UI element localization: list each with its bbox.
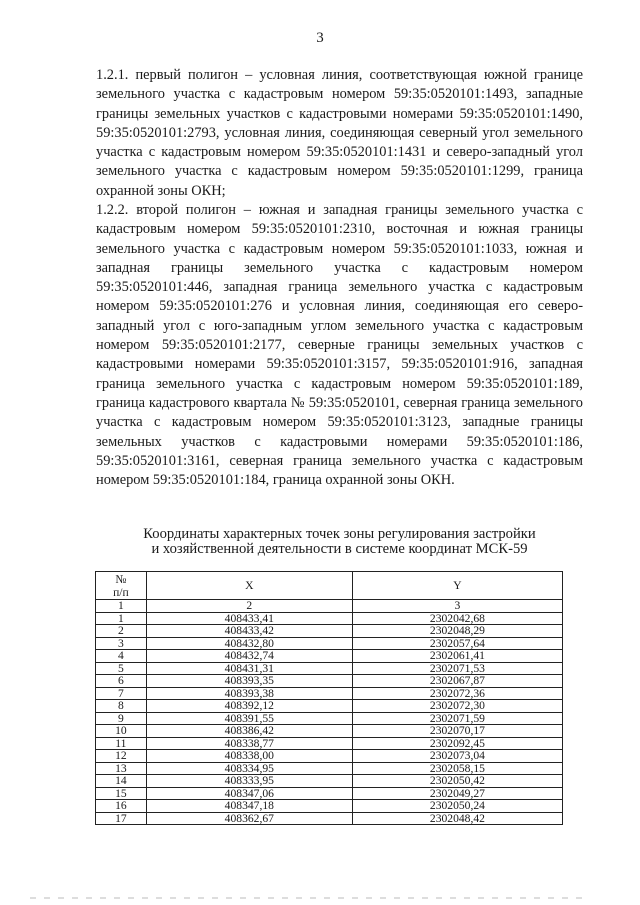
table-row	[96, 787, 563, 800]
row-y: 2302042,68	[352, 612, 562, 625]
table-row	[96, 700, 563, 713]
row-x: 408338,00	[146, 750, 352, 763]
table-title-line-2: и хозяйственной деятельности в системе координат МСК-59	[151, 541, 528, 557]
table-title	[96, 527, 583, 557]
row-x: 408433,41	[146, 612, 352, 625]
row-number: 15	[96, 787, 147, 800]
table-row	[96, 737, 563, 750]
row-x: 408362,67	[146, 812, 352, 825]
row-number: 5	[96, 662, 147, 675]
row-x: 408347,18	[146, 800, 352, 813]
table-row	[96, 712, 563, 725]
row-x: 408391,55	[146, 712, 352, 725]
row-y: 2302050,24	[352, 800, 562, 813]
row-x: 408334,95	[146, 762, 352, 775]
row-x: 408393,38	[146, 687, 352, 700]
row-number: 14	[96, 775, 147, 788]
index-cell-2: 2	[146, 600, 352, 613]
table-row	[96, 812, 563, 825]
table-row	[96, 687, 563, 700]
row-number: 7	[96, 687, 147, 700]
table-header-row	[96, 572, 563, 600]
row-y: 2302071,53	[352, 662, 562, 675]
row-x: 408393,35	[146, 675, 352, 688]
row-number: 16	[96, 800, 147, 813]
paragraph-polygon-2: 1.2.2. второй полигон – южная и западная границы земельного участка с кадастровым номером 59:35:0520101:2310, восточная и южная границы земельного участка с кадастровым номером 59:35:0520101:1033, южная и западная границы земельного участка с кадастровым номером 59:35:0520101:446, западная граница земельного участка с кадастровым номером 59:35:0520101:276 и условная линия, соединяющая его северо-западный угол с юго-западным углом земельного участка с кадастровым номером 59:35:0520101:2177, северные границы земельных участков с кадастровыми номерами 59:35:0520101:3157, 59:35:0520101:916, западная граница земельного участка с кадастровым номером 59:35:0520101:189, граница кадастрового квартала № 59:35:0520101, северная граница земельного участка с кадастровым номером 59:35:0520101:3123, западные границы земельных участков с кадастровыми номерами 59:35:0520101:186, 59:35:0520101:3161, северная граница земельного участка с кадастровым номером 59:35:0520101:184, граница охранной зоны ОКН.	[96, 202, 583, 489]
row-x: 408333,95	[146, 775, 352, 788]
row-number: 9	[96, 712, 147, 725]
row-number: 10	[96, 725, 147, 738]
row-y: 2302071,59	[352, 712, 562, 725]
row-x: 408433,42	[146, 625, 352, 638]
table-row	[96, 612, 563, 625]
row-x: 408432,74	[146, 650, 352, 663]
row-x: 408431,31	[146, 662, 352, 675]
row-x: 408338,77	[146, 737, 352, 750]
header-y: Y	[352, 572, 562, 600]
scan-artifact	[30, 897, 590, 899]
row-y: 2302061,41	[352, 650, 562, 663]
row-y: 2302072,36	[352, 687, 562, 700]
table-row	[96, 675, 563, 688]
row-number: 12	[96, 750, 147, 763]
index-cell-1: 1	[96, 600, 147, 613]
row-x: 408432,80	[146, 637, 352, 650]
table-title-line-1: Координаты характерных точек зоны регулирования застройки	[143, 526, 536, 542]
header-x: X	[146, 572, 352, 600]
row-number: 13	[96, 762, 147, 775]
table-row	[96, 775, 563, 788]
row-y: 2302070,17	[352, 725, 562, 738]
header-number: № п/п	[96, 572, 147, 600]
table-row	[96, 662, 563, 675]
table-row	[96, 625, 563, 638]
row-y: 2302072,30	[352, 700, 562, 713]
row-y: 2302067,87	[352, 675, 562, 688]
row-number: 2	[96, 625, 147, 638]
table-row	[96, 650, 563, 663]
index-cell-3: 3	[352, 600, 562, 613]
table-index-row	[96, 600, 563, 613]
row-y: 2302073,04	[352, 750, 562, 763]
row-x: 408386,42	[146, 725, 352, 738]
row-y: 2302049,27	[352, 787, 562, 800]
row-number: 17	[96, 812, 147, 825]
row-y: 2302058,15	[352, 762, 562, 775]
table-row	[96, 800, 563, 813]
table-row	[96, 637, 563, 650]
row-y: 2302048,42	[352, 812, 562, 825]
table-row	[96, 762, 563, 775]
coordinates-table	[95, 571, 563, 825]
row-y: 2302048,29	[352, 625, 562, 638]
paragraph-polygon-1: 1.2.1. первый полигон – условная линия, соответствующая южной границе земельного участка с кадастровым номером 59:35:0520101:1493, западные границы земельных участков с кадастровыми номерами 59:35:0520101:1490, 59:35:0520101:2793, условная линия, соединяющая северный угол земельного участка с кадастровым номером 59:35:0520101:1431 и северо-западный угол земельного участка с кадастровым номером 59:35:0520101:1299, граница охранной зоны ОКН;	[96, 67, 583, 199]
row-x: 408347,06	[146, 787, 352, 800]
row-number: 1	[96, 612, 147, 625]
row-y: 2302057,64	[352, 637, 562, 650]
row-y: 2302050,42	[352, 775, 562, 788]
page-number: 3	[316, 30, 324, 46]
table-row	[96, 750, 563, 763]
row-number: 8	[96, 700, 147, 713]
row-number: 3	[96, 637, 147, 650]
row-number: 6	[96, 675, 147, 688]
table-row	[96, 725, 563, 738]
table-body	[96, 600, 563, 825]
row-y: 2302092,45	[352, 737, 562, 750]
row-x: 408392,12	[146, 700, 352, 713]
row-number: 4	[96, 650, 147, 663]
row-number: 11	[96, 737, 147, 750]
